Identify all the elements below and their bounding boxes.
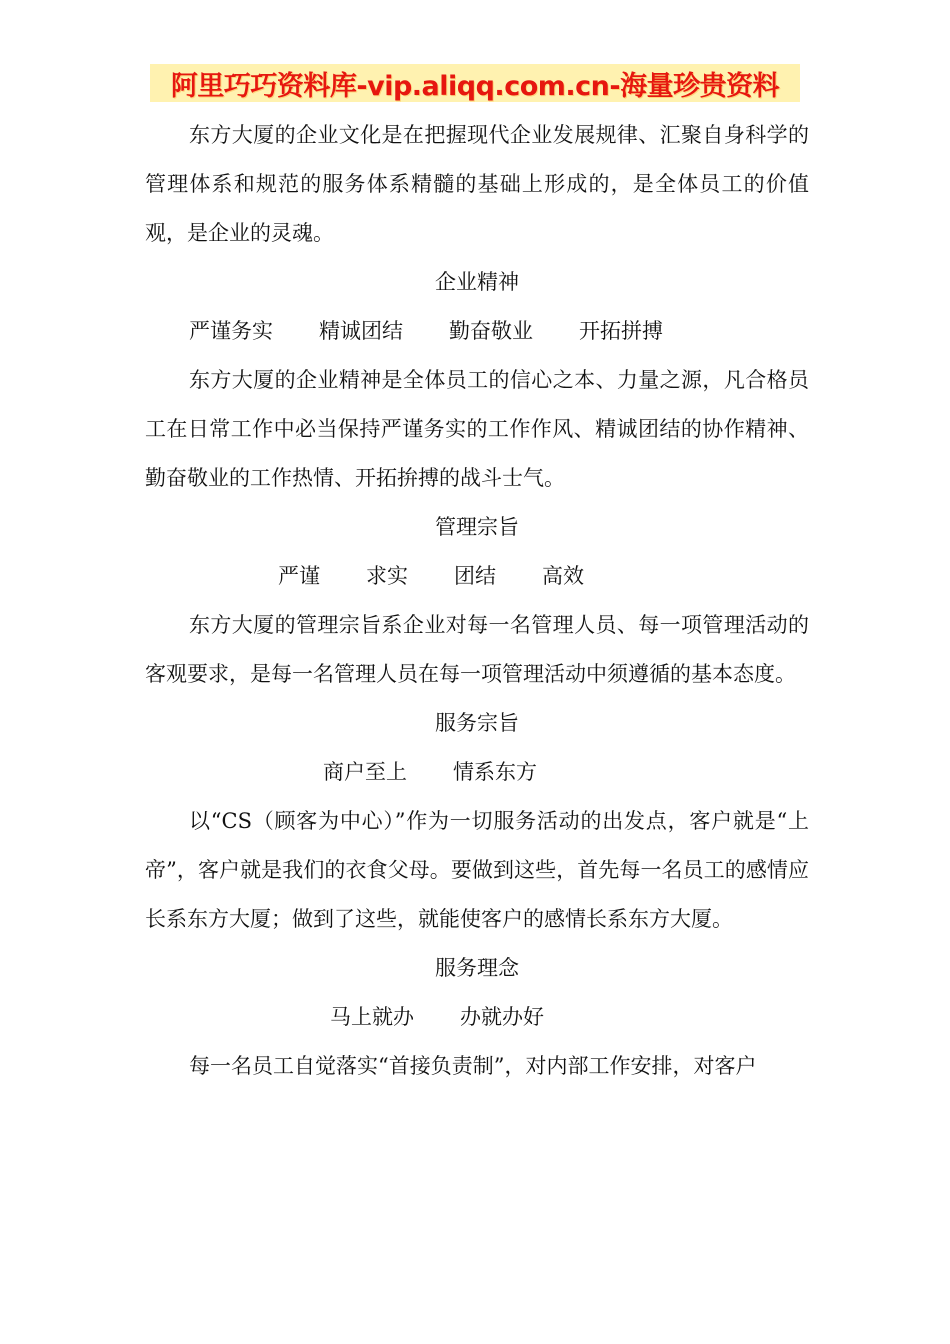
motto-item: 办就办好 [460, 1005, 544, 1029]
watermark-banner [150, 64, 800, 102]
motto-item: 高效 [542, 564, 584, 588]
motto-item: 严谨务实 [189, 319, 273, 343]
paragraph-management: 东方大厦的管理宗旨系企业对每一名管理人员、每一项管理活动的客观要求，是每一名管理人员在每一项管理活动中须遵循的基本态度。 [145, 613, 809, 686]
motto-item: 情系东方 [453, 760, 537, 784]
motto-management [145, 552, 809, 601]
heading-philosophy: 服务理念 [435, 956, 519, 980]
banner-text: 阿里巧巧资料库-vip.aliqq.com.cn-海量珍贵资料 [170, 70, 780, 102]
motto-item: 团结 [454, 564, 496, 588]
motto-spirit [145, 307, 809, 356]
motto-item: 开拓拼搏 [579, 319, 663, 343]
motto-item: 严谨 [278, 564, 320, 588]
intro-paragraph: 东方大厦的企业文化是在把握现代企业发展规律、汇聚自身科学的管理体系和规范的服务体系精髓的基础上形成的，是全体员工的价值观，是企业的灵魂。 [145, 123, 809, 245]
motto-philosophy [145, 993, 809, 1042]
motto-item: 商户至上 [323, 760, 407, 784]
paragraph-spirit: 东方大厦的企业精神是全体员工的信心之本、力量之源，凡合格员工在日常工作中必当保持严谨务实的工作作风、精诚团结的协作精神、勤奋敬业的工作热情、开拓拚搏的战斗士气。 [145, 368, 809, 490]
motto-item: 求实 [366, 564, 408, 588]
heading-management: 管理宗旨 [435, 515, 519, 539]
heading-spirit: 企业精神 [435, 270, 519, 294]
motto-item: 精诚团结 [319, 319, 403, 343]
paragraph-philosophy: 每一名员工自觉落实“首接负责制”，对内部工作安排，对客户 [189, 1054, 757, 1078]
paragraph-service: 以“CS（顾客为中心）”作为一切服务活动的出发点，客户就是“上帝”，客户就是我们的衣食父母。要做到这些，首先每一名员工的感情应长系东方大厦；做到了这些，就能使客户的感情长系东方大厦。 [145, 809, 809, 931]
heading-service: 服务宗旨 [435, 711, 519, 735]
document-body [145, 111, 809, 1091]
motto-item: 马上就办 [330, 1005, 414, 1029]
motto-service [145, 748, 809, 797]
motto-item: 勤奋敬业 [449, 319, 533, 343]
